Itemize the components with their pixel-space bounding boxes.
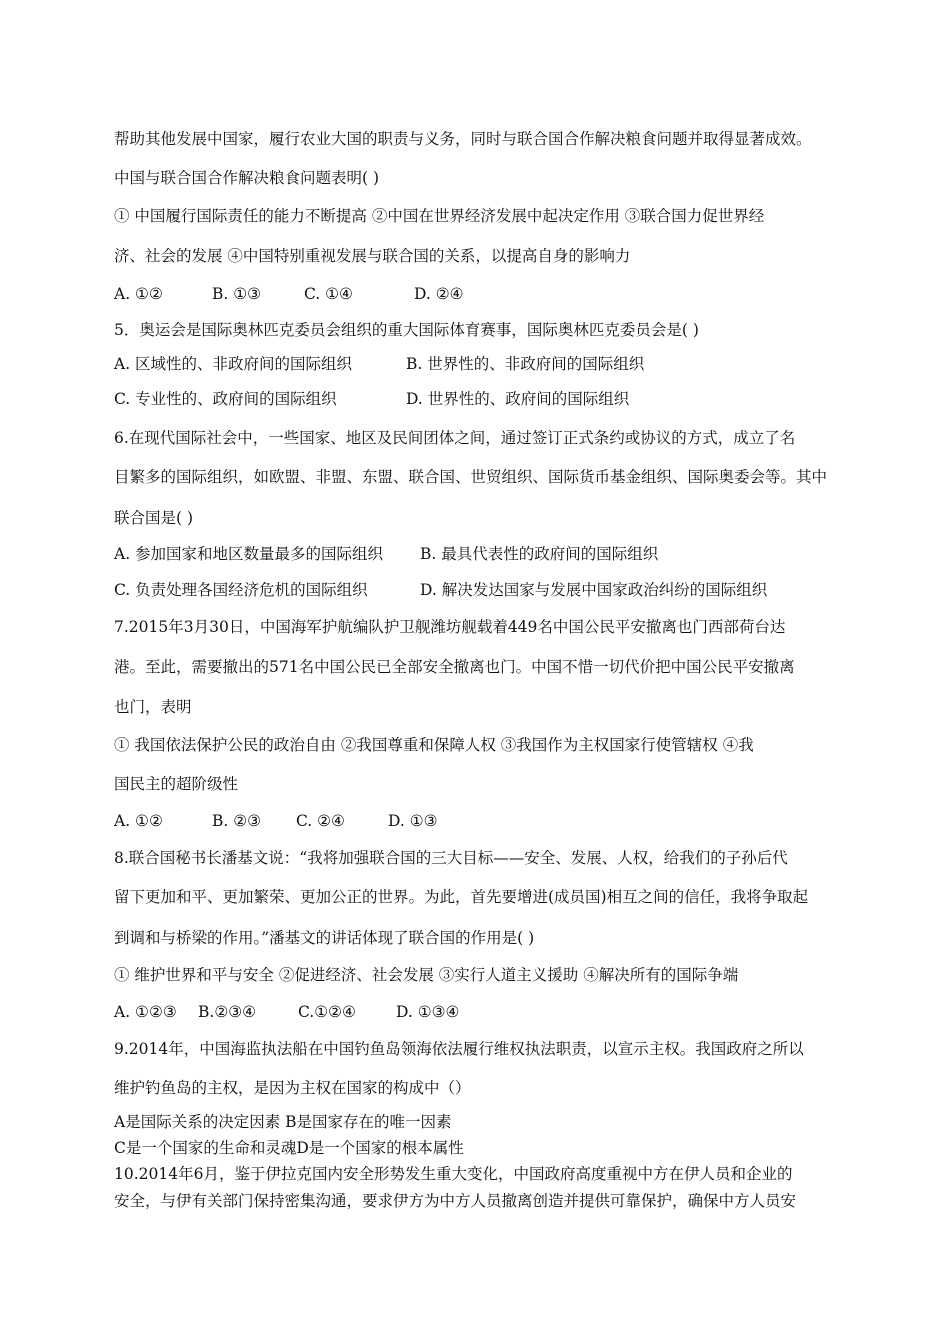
option-a: A. ①② (114, 812, 163, 830)
q8-options (114, 1002, 459, 1022)
q8-text-line: 8.联合国秘书长潘基文说：“我将加强联合国的三大目标——安全、发展、人权，给我们的子孙后代 (114, 849, 788, 867)
option-c: C.①②④ (298, 1003, 356, 1021)
option-d: D. ①③④ (396, 1003, 460, 1021)
option-c: C. 负责处理各国经济危机的国际组织 (114, 581, 368, 599)
option-b: B. 最具代表性的政府间的国际组织 (420, 545, 659, 563)
option-b: B. ①③ (212, 285, 262, 303)
q4-text-line: 帮助其他发展中国家，履行农业大国的职责与义务，同时与联合国合作解决粮食问题并取得显著成效。 (114, 130, 812, 148)
option-a: A. 参加国家和地区数量最多的国际组织 (114, 545, 384, 563)
option-c: C. ①④ (304, 285, 353, 303)
q5-options-row (114, 354, 644, 374)
q6-text-line: 联合国是( ) (114, 509, 194, 527)
q10-text-line: 10.2014年6月，鉴于伊拉克国内安全形势发生重大变化，中国政府高度重视中方在伊人员和企业的 (114, 1165, 793, 1183)
option-d: D. ①③ (388, 812, 438, 830)
q9-text-line: 维护钓鱼岛的主权，是因为主权在国家的构成中（） (114, 1079, 471, 1097)
option-c: C. ②④ (296, 812, 345, 830)
q7-text-line: 港。至此，需要撤出的571名中国公民已全部安全撤离也门。中国不惜一切代价把中国公民平安撤离 (114, 658, 795, 676)
option-b: B. ②③ (212, 812, 262, 830)
option-b: B. 世界性的、非政府间的国际组织 (406, 355, 645, 373)
q6-options-row (114, 580, 767, 600)
q9-text-line: 9.2014年，中国海监执法船在中国钓鱼岛领海依法履行维权执法职责，以宣示主权。我国政府之所以 (114, 1040, 804, 1058)
option-c: C. 专业性的、政府间的国际组织 (114, 390, 337, 408)
option-a: A. ①② (114, 285, 163, 303)
q4-statements-line: ① 中国履行国际责任的能力不断提高 ②中国在世界经济发展中起决定作用 ③联合国力促世界经 (114, 207, 765, 225)
option-d: D. 解决发达国家与发展中国家政治纠纷的国际组织 (420, 581, 768, 599)
q9-options-row: C是一个国家的生命和灵魂D是一个国家的根本属性 (114, 1139, 464, 1157)
q7-text-line: 7.2015年3月30日，中国海军护航编队护卫舰潍坊舰载着449名中国公民平安撤离也门西部荷台达 (114, 618, 786, 636)
q6-text-line: 6.在现代国际社会中，一些国家、地区及民间团体之间，通过签订正式条约或协议的方式，成立了名 (114, 429, 796, 447)
option-b: B.②③④ (198, 1003, 257, 1021)
q4-question: 中国与联合国合作解决粮食问题表明( ) (114, 169, 380, 187)
q10-text-line: 安全，与伊有关部门保持密集沟通，要求伊方为中方人员撤离创造并提供可靠保护，确保中方人员安 (114, 1192, 797, 1210)
q8-text-line: 留下更加和平、更加繁荣、更加公正的世界。为此，首先要增进(成员国)相互之间的信任，我将争取起 (114, 888, 809, 906)
q7-statements-line: 国民主的超阶级性 (114, 775, 239, 793)
q4-options (114, 284, 464, 304)
q5-options-row (114, 389, 629, 409)
q7-options (114, 811, 438, 831)
q8-text-line: 到调和与桥梁的作用。”潘基文的讲话体现了联合国的作用是( ) (114, 929, 535, 947)
q6-options-row (114, 544, 658, 564)
q7-text-line: 也门，表明 (114, 698, 192, 716)
q7-statements-line: ① 我国依法保护公民的政治自由 ②我国尊重和保障人权 ③我国作为主权国家行使管辖权 ④我 (114, 736, 754, 754)
q4-statements-line: 济、社会的发展 ④中国特别重视发展与联合国的关系，以提高自身的影响力 (114, 247, 631, 265)
q9-options-row: A是国际关系的决定因素 B是国家存在的唯一因素 (114, 1113, 452, 1131)
option-d: D. ②④ (414, 285, 464, 303)
q5-stem: 5．奥运会是国际奥林匹克委员会组织的重大国际体育赛事，国际奥林匹克委员会是( ) (114, 321, 699, 339)
option-a: A. 区域性的、非政府间的国际组织 (114, 355, 353, 373)
q8-statements-line: ① 维护世界和平与安全 ②促进经济、社会发展 ③实行人道主义援助 ④解决所有的国际争端 (114, 966, 739, 984)
q6-text-line: 目繁多的国际组织，如欧盟、非盟、东盟、联合国、世贸组织、国际货币基金组织、国际奥委会等。其中 (114, 468, 828, 486)
option-a: A. ①②③ (114, 1003, 177, 1021)
option-d: D. 世界性的、政府间的国际组织 (406, 390, 630, 408)
